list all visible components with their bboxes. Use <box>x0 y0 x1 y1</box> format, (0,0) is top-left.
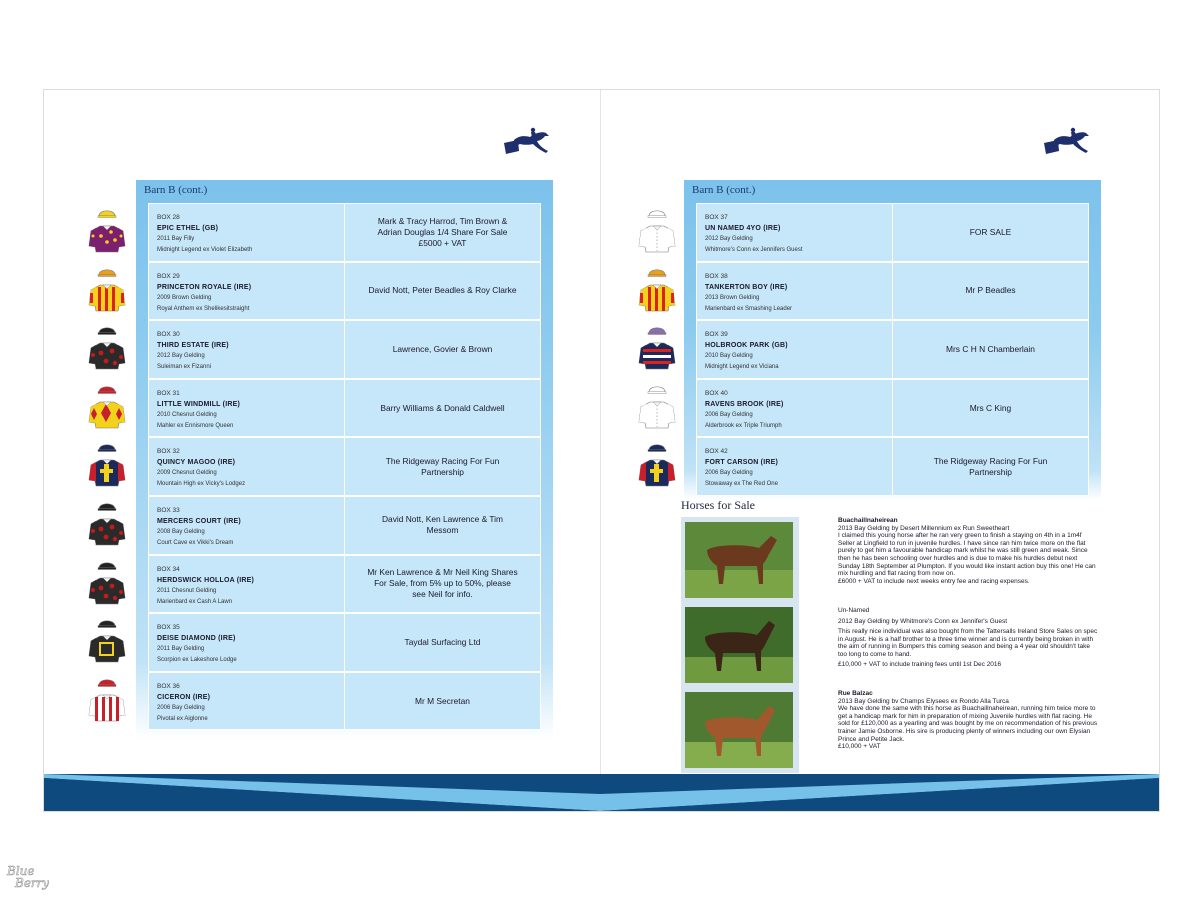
owner-name: Mr Ken Lawrence & Mr Neil King Shares For Sale, from 5% up to 50%, please see Neil for info. <box>367 567 518 600</box>
entry-row <box>148 320 541 379</box>
racing-silks-icon <box>87 616 127 668</box>
horse-age-sex: 2013 Brown Gelding <box>705 294 760 301</box>
horse-breeding: Alderbrook ex Triple Triumph <box>705 422 782 429</box>
owner-name: Lawrence, Govier & Brown <box>392 343 493 354</box>
horse-breeding: Midnight Legend ex Violet Elizabeth <box>157 247 253 253</box>
box-number: BOX 40 <box>705 389 728 397</box>
box-number: BOX 34 <box>157 565 180 573</box>
horse-name: RAVENS BROOK (IRE) <box>705 400 784 408</box>
horse-info <box>697 380 893 437</box>
horse-name: DEISE DIAMOND (IRE) <box>157 635 236 643</box>
horse-name: CICERON (IRE) <box>157 693 211 701</box>
box-number: BOX 36 <box>157 682 180 690</box>
owner-name: Taydal Surfacing Ltd <box>404 636 481 647</box>
sale-item-text: We have done the same with this horse as Buachaillnaheirean, running him twice more to get a handicap mark for him in preparation of mixing Juvenile hurdles with flat racing. He sold for £120,000 as a yearling and was bought by me on recommendation of his previous trainer Jamie Osborne. His sire is producing plenty of winners including our own Elysian Prince and Petite Jack. <box>838 705 1098 743</box>
horse-name: EPIC ETHEL (GB) <box>157 225 219 232</box>
sale-item-breeding: 2012 Bay Gelding by Whitmore's Conn ex Jennifer's Guest <box>838 617 1008 625</box>
horse-info <box>149 614 345 671</box>
horse-info <box>697 263 893 320</box>
sale-item-price: £10,000 + VAT to include training fees until 1st Dec 2016 <box>838 660 1002 668</box>
horse-name: TANKERTON BOY (IRE) <box>705 283 788 291</box>
entry-row <box>148 203 541 262</box>
horse-name: FORT CARSON (IRE) <box>705 459 779 467</box>
horse-jumping-logo-icon <box>502 125 554 159</box>
horse-info <box>149 263 345 320</box>
horse-age-sex: 2010 Bay Gelding <box>705 353 753 360</box>
owner-name: Barry Williams & Donald Caldwell <box>380 402 505 413</box>
horse-name: MERCERS COURT (IRE) <box>157 518 241 525</box>
entry-row <box>148 555 541 614</box>
owner-name: Mrs C King <box>969 402 1012 413</box>
horse-age-sex: 2012 Bay Gelding <box>157 353 205 360</box>
sale-item-price: £10,000 + VAT <box>838 743 881 751</box>
sale-item <box>838 690 1098 751</box>
racing-silks-icon <box>87 323 127 375</box>
box-number: BOX 32 <box>157 448 180 456</box>
box-number: BOX 28 <box>157 214 180 221</box>
sale-item-name: Rue Balzac <box>838 690 873 697</box>
horse-name: THIRD ESTATE (IRE) <box>157 342 229 350</box>
horse-age-sex: 2009 Chesnut Gelding <box>157 470 217 477</box>
horse-info <box>149 321 345 378</box>
racing-silks-icon <box>87 382 127 434</box>
sale-item-breeding: 2013 Bay Gelding bv Champs Elysees ex Rondo Alla Turca <box>838 697 1009 705</box>
horse-info <box>149 556 345 613</box>
racing-silks-icon <box>637 440 677 492</box>
box-number: BOX 33 <box>157 507 180 514</box>
entry-row <box>696 379 1089 438</box>
entry-row <box>148 379 541 438</box>
sale-item-text: This really nice individual was also bought from the Tattersalls Ireland Store Sales on spec in August. He is a half brother to a three time winner and is currently being broken in with the aim of running in Bumpers this coming season and being a 4 year old shouldn't take too long to come to hand. <box>838 628 1098 658</box>
entry-row <box>148 496 541 555</box>
blueberry-logo-icon <box>5 862 49 892</box>
horse-breeding: Marienbard ex Cash A Lawn <box>157 598 233 605</box>
horse-breeding: Mahler ex Ennismore Queen <box>157 422 234 429</box>
racing-silks-icon <box>637 206 677 258</box>
owner-name: Mrs C H N Chamberlain <box>946 343 1035 354</box>
horse-info <box>149 380 345 437</box>
panel-title: Barn B (cont.) <box>692 184 756 196</box>
horse-age-sex: 2011 Bay Filly <box>157 236 195 242</box>
box-number: BOX 38 <box>705 272 728 280</box>
horse-jumping-logo-icon <box>1042 125 1094 159</box>
horse-photo <box>685 522 793 598</box>
sale-item-name: Buachaillnaheirean <box>838 517 898 524</box>
horse-info <box>149 497 345 554</box>
horse-name: QUINCY MAGOO (IRE) <box>157 459 236 467</box>
horse-breeding: Whitmore's Conn ex Jennifers Guest <box>705 247 803 253</box>
owner-name: The Ridgeway Racing For Fun Partnership <box>385 455 500 477</box>
racing-silks-icon <box>87 265 127 317</box>
box-number: BOX 39 <box>705 331 728 339</box>
entry-row <box>696 320 1089 379</box>
racing-silks-icon <box>637 382 677 434</box>
horse-name: PRINCETON ROYALE (IRE) <box>157 283 252 291</box>
horse-age-sex: 2011 Chesnut Gelding <box>157 587 217 594</box>
owner-name: David Nott, Peter Beadles & Roy Clarke <box>368 285 517 296</box>
horse-breeding: Suleiman ex Fizanni <box>157 364 212 371</box>
horse-age-sex: 2008 Bay Gelding <box>157 529 205 535</box>
horses-for-sale-title: Horses for Sale <box>681 498 755 512</box>
racing-silks-icon <box>87 499 127 551</box>
horse-info <box>697 438 893 495</box>
horse-name: LITTLE WINDMILL (IRE) <box>157 400 241 408</box>
horse-breeding: Scorpion ex Lakeshore Lodge <box>157 657 237 664</box>
box-number: BOX 42 <box>705 448 728 456</box>
svg-text:Blue: Blue <box>7 864 35 878</box>
entry-row <box>696 262 1089 321</box>
horse-photo <box>685 692 793 768</box>
svg-text:Berry: Berry <box>15 876 49 890</box>
horse-breeding: Pivotal ex Aiglonne <box>157 715 208 722</box>
barn-panel-right <box>684 180 1101 500</box>
racing-silks-icon <box>637 265 677 317</box>
sale-item-name: Un-Named <box>838 607 870 614</box>
entry-row <box>696 437 1089 496</box>
racing-silks-icon <box>87 206 127 258</box>
horse-age-sex: 2006 Bay Gelding <box>705 411 753 418</box>
brochure-spread <box>43 89 1160 812</box>
horse-age-sex: 2006 Bay Gelding <box>157 704 205 711</box>
footer-band <box>44 774 1159 811</box>
racing-silks-icon <box>87 558 127 610</box>
entry-row <box>148 437 541 496</box>
horse-breeding: Mountain High ex Vicky's Lodgez <box>157 481 246 488</box>
horse-age-sex: 2012 Bay Gelding <box>705 236 753 242</box>
box-number: BOX 30 <box>157 331 180 339</box>
owner-name: David Nott, Ken Lawrence & Tim Messom <box>381 514 504 536</box>
racing-silks-icon <box>87 440 127 492</box>
owner-name: Mark & Tracy Harrod, Tim Brown & Adrian Douglas 1/4 Share For Sale £5000 + VAT <box>377 215 508 248</box>
horse-breeding: Marienbard ex Smashing Leader <box>705 305 793 312</box>
horse-age-sex: 2006 Bay Gelding <box>705 470 753 477</box>
sale-item-text: I claimed this young horse after he ran very green to finish a staying on 4th in a 1m4f Seller at Lingfield to run in juvenile hurdles. I have since ran him twice more on the flat purely to get him a favourable handicap mark whilst he was still green and weak. Since then he has been schooling over hurdles and is due to make his hurdles debut next Sunday 18th September at Plumpton. If you would like instant action buy this one! He can mix hurdling and flat racing from now on. <box>838 532 1096 578</box>
entry-row <box>148 672 541 731</box>
horse-photos <box>681 517 799 773</box>
sale-item-breeding: 2013 Bay Gelding by Desert Millennium ex Run Sweetheart <box>838 524 1010 532</box>
horse-breeding: Stowaway ex The Red One <box>705 481 778 488</box>
horse-info <box>697 204 893 261</box>
box-number: BOX 29 <box>157 272 180 280</box>
entry-row <box>696 203 1089 262</box>
box-number: BOX 35 <box>157 624 180 632</box>
sale-item-price: £6000 + VAT to include next weeks entry fee and racing expenses. <box>838 577 1030 585</box>
box-number: BOX 31 <box>157 389 180 397</box>
entry-row <box>148 262 541 321</box>
horse-breeding: Court Cave ex Vikki's Dream <box>157 540 234 546</box>
sale-item <box>838 607 1098 668</box>
horse-age-sex: 2009 Brown Gelding <box>157 294 212 301</box>
horse-age-sex: 2011 Bay Gelding <box>157 646 205 653</box>
page-fold <box>600 90 601 810</box>
owner-name: FOR SALE <box>969 226 1012 237</box>
horse-photo <box>685 607 793 683</box>
owner-name: Mr M Secretan <box>415 695 470 706</box>
box-number: BOX 37 <box>705 214 728 221</box>
racing-silks-icon <box>637 323 677 375</box>
horse-breeding: Midnight Legend ex Viciana <box>705 364 779 371</box>
horse-info <box>149 673 345 730</box>
horse-name: HOLBROOK PARK (GB) <box>705 342 788 350</box>
panel-title: Barn B (cont.) <box>144 184 208 196</box>
racing-silks-icon <box>87 675 127 727</box>
horse-info <box>697 321 893 378</box>
horse-breeding: Royal Anthem ex Shelikesitstraight <box>157 305 250 312</box>
horse-info <box>149 438 345 495</box>
owner-name: Mr P Beadles <box>965 285 1016 296</box>
sale-item <box>838 517 1098 585</box>
owner-name: The Ridgeway Racing For Fun Partnership <box>933 455 1048 477</box>
barn-panel-left <box>136 180 553 745</box>
horse-age-sex: 2010 Chesnut Gelding <box>157 411 217 418</box>
horse-name: UN NAMED 4YO (IRE) <box>705 225 781 232</box>
entry-row <box>148 613 541 672</box>
horse-info <box>149 204 345 261</box>
horse-name: HERDSWICK HOLLOA (IRE) <box>157 576 255 584</box>
